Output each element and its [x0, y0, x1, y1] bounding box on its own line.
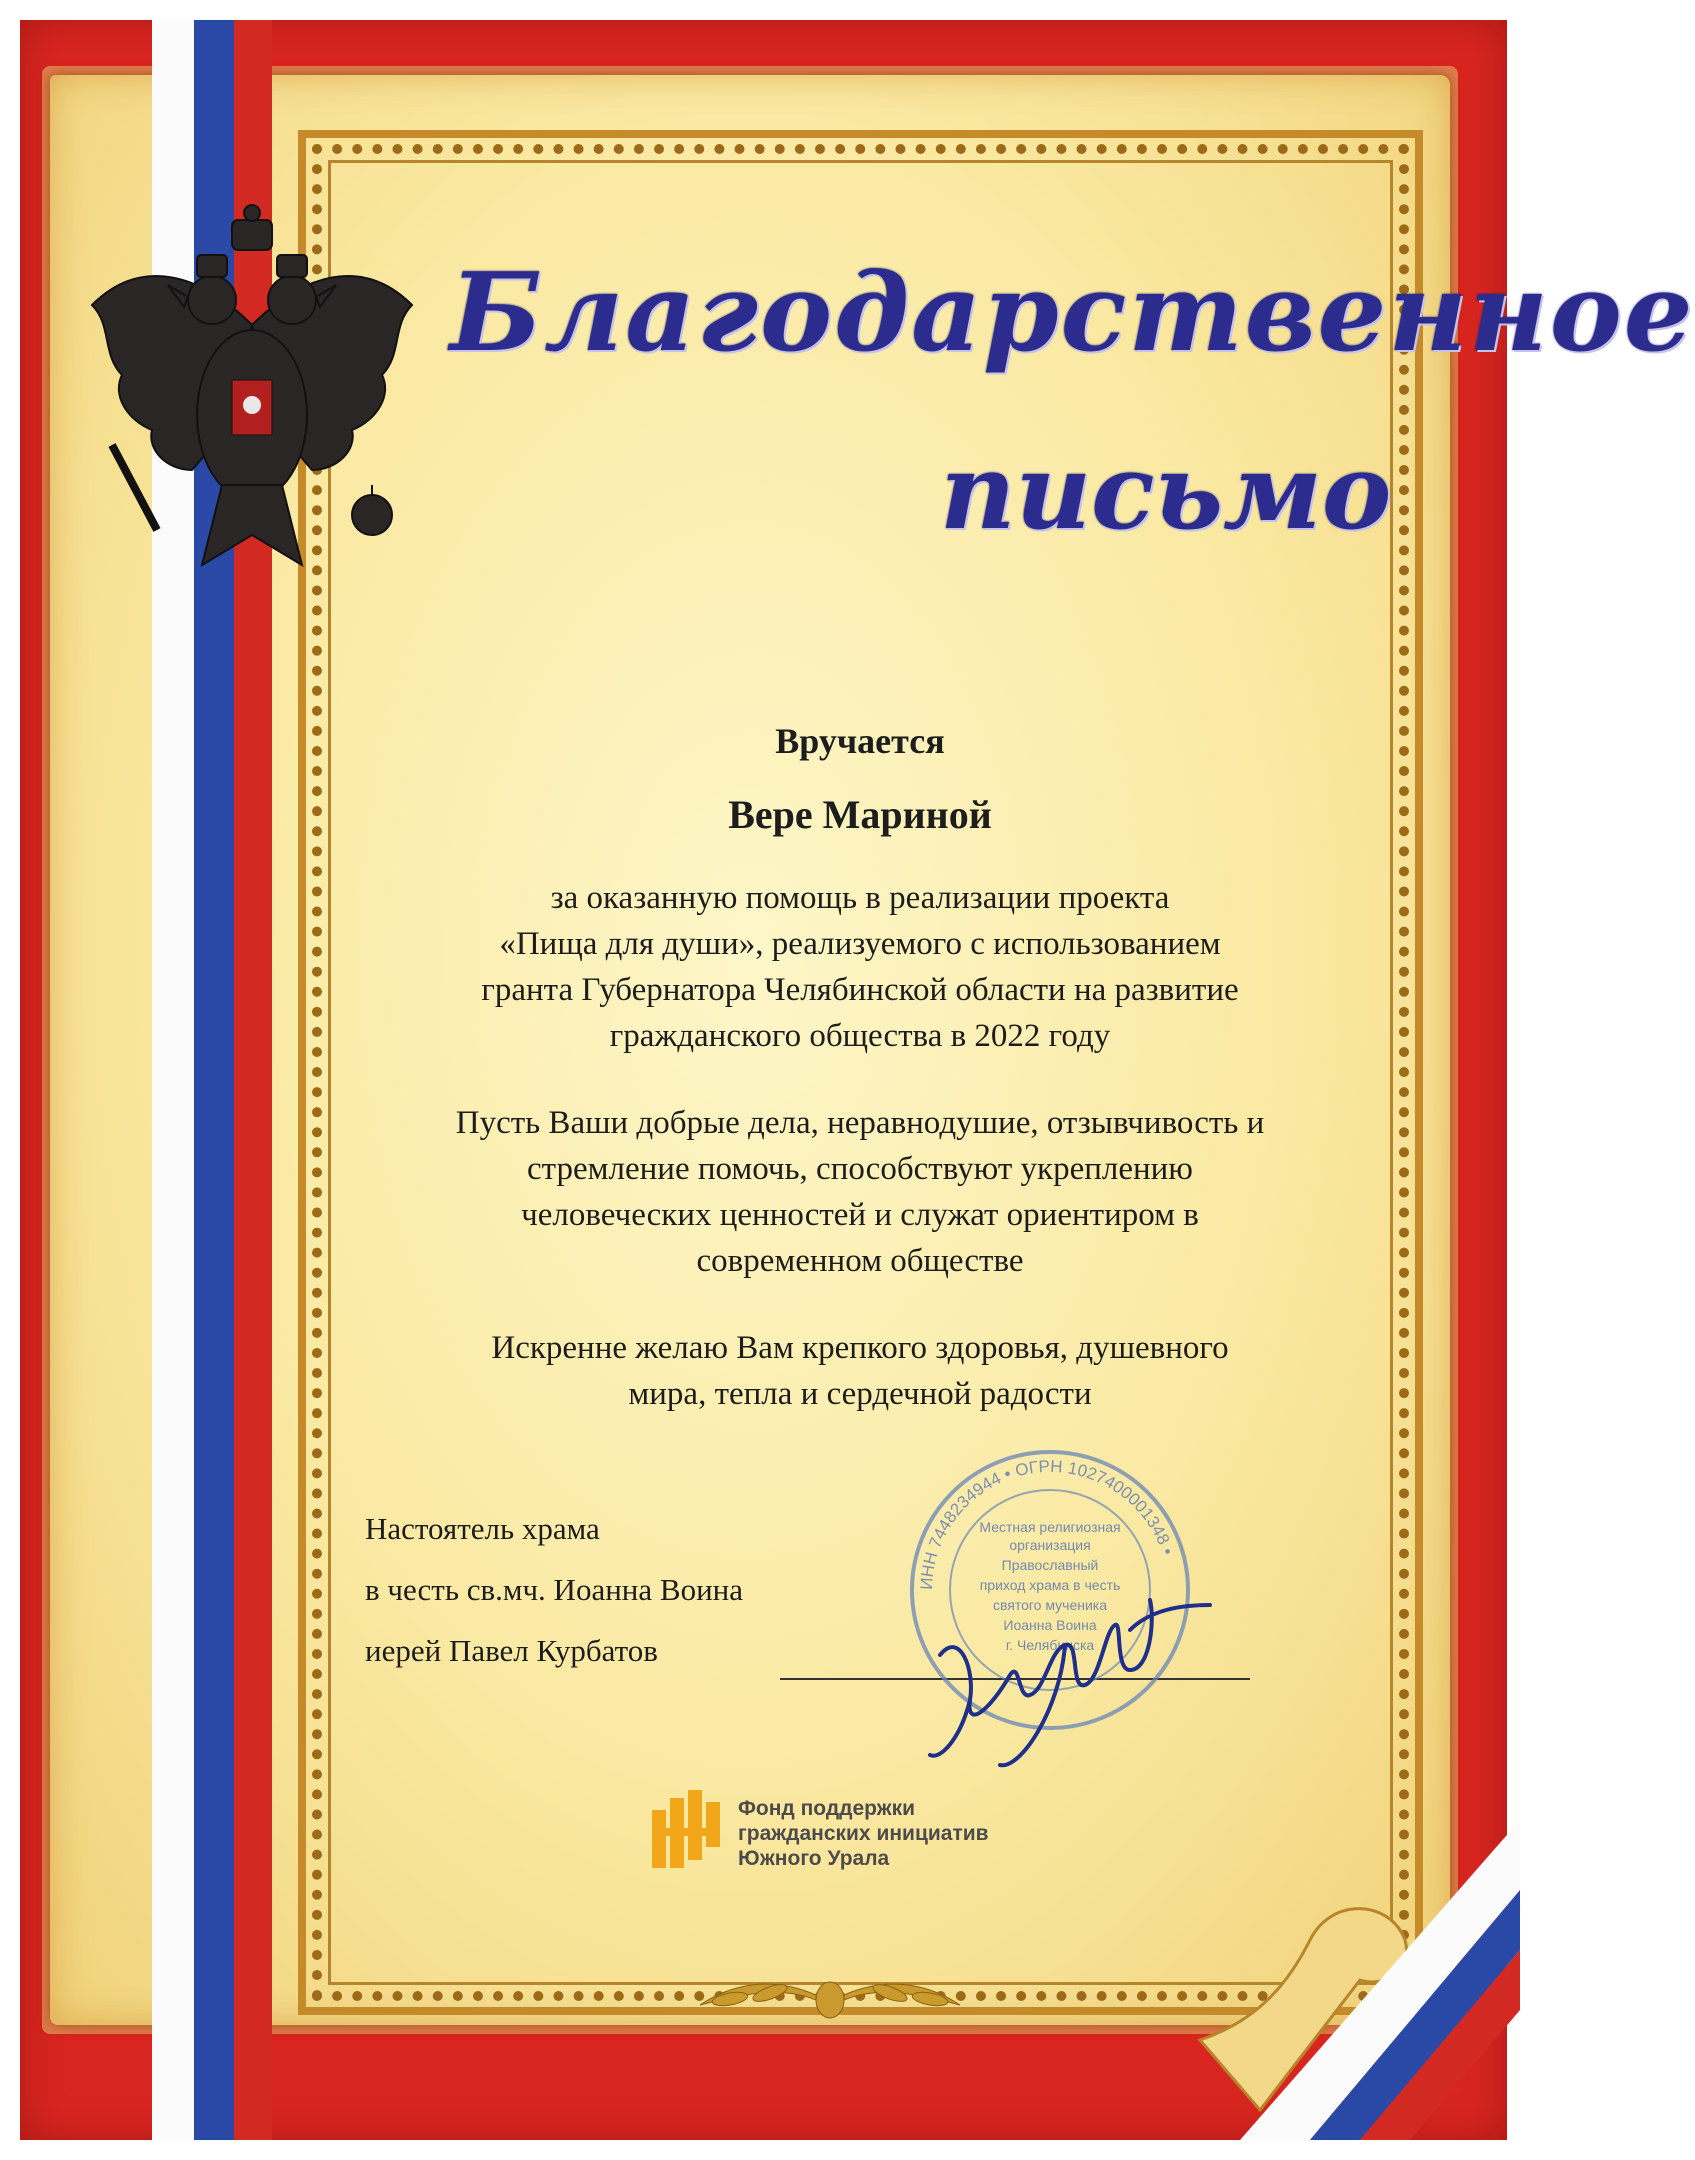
- reason-line: за оказанную помощь в реализации проекта: [550, 880, 1170, 916]
- greeting-paragraph: [320, 1325, 1400, 1417]
- stamp-line: Иоанна Воина: [1003, 1617, 1097, 1633]
- sponsor-line: Южного Урала: [738, 1847, 890, 1870]
- sponsor-line: Фонд поддержки: [738, 1797, 916, 1820]
- reason-line: «Пища для души», реализуемого с использованием: [499, 926, 1221, 962]
- wish-line: стремление помочь, способствуют укреплению: [527, 1151, 1193, 1187]
- wish-paragraph: [320, 1100, 1400, 1284]
- greeting-line: мира, тепла и сердечной радости: [628, 1376, 1092, 1412]
- stamp-line: святого мученика: [992, 1597, 1108, 1613]
- sponsor-line: гражданских инициатив: [738, 1822, 989, 1845]
- double-headed-eagle-icon: [72, 185, 432, 605]
- sponsor-name: [738, 1796, 989, 1871]
- wish-line: современном обществе: [696, 1243, 1024, 1279]
- signatory-line: иерей Павел Курбатов: [365, 1633, 658, 1668]
- certificate-title-line1: Благодарственное: [450, 250, 1695, 376]
- greeting-line: Искренне желаю Вам крепкого здоровья, душевного: [491, 1330, 1229, 1366]
- stamp-line: организация: [1009, 1537, 1091, 1553]
- wish-line: Пусть Ваши добрые дела, неравнодушие, отзывчивость и: [455, 1105, 1265, 1141]
- signatory-line: в честь св.мч. Иоанна Воина: [365, 1572, 744, 1607]
- reason-paragraph: [320, 875, 1400, 1059]
- corner-scroll-curl: [1200, 1780, 1520, 2140]
- signatory-line: Настоятель храма: [365, 1511, 600, 1546]
- stamp-line: приход храма в честь: [979, 1577, 1121, 1593]
- stamp-ring-text: ИНН 7448234944 • ОГРН 1027400001348 •: [916, 1456, 1178, 1591]
- laurel-ornament-icon: [580, 1955, 1080, 2025]
- wish-line: человеческих ценностей и служат ориентиром в: [521, 1197, 1199, 1233]
- handwritten-signature: [900, 1560, 1230, 1780]
- stamp-line: Местная религиозная: [979, 1519, 1121, 1535]
- certificate-sheet: [20, 20, 1695, 2140]
- presented-label: Вручается: [775, 721, 945, 761]
- stamp-line: г. Челябинска: [1005, 1637, 1095, 1653]
- recipient-name: Вере Мариной: [728, 792, 992, 837]
- signatory-block: [365, 1510, 743, 1693]
- stamp-line: Православный: [1001, 1557, 1099, 1573]
- certificate-title-line2: письмо: [940, 430, 1392, 553]
- reason-line: гранта Губернатора Челябинской области на развитие: [481, 972, 1239, 1008]
- sponsor-logo-icon: [652, 1790, 722, 1870]
- reason-line: гражданского общества в 2022 году: [609, 1018, 1111, 1054]
